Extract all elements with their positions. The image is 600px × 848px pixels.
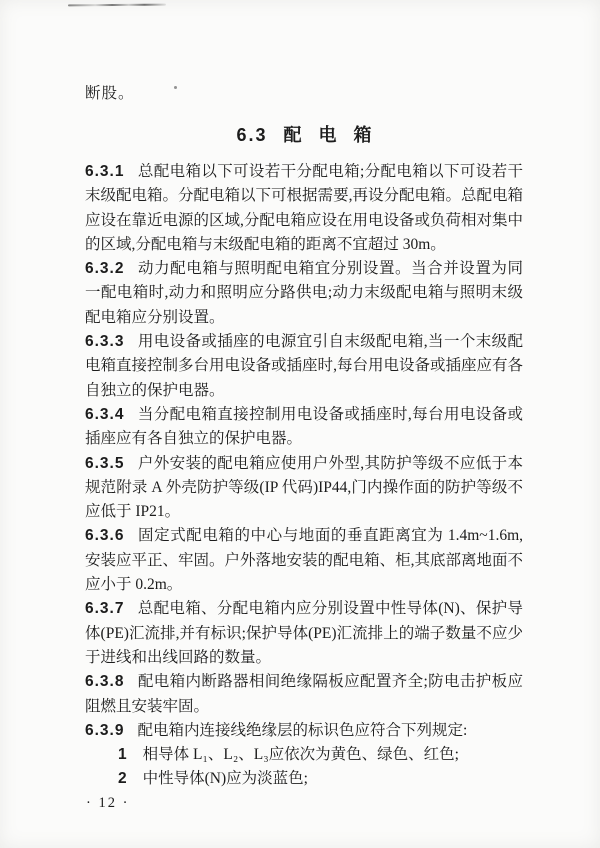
clause-6-3-5 bbox=[85, 452, 523, 525]
clause-number: 6.3.9 bbox=[85, 721, 125, 739]
clause-number: 6.3.3 bbox=[85, 333, 125, 351]
clause-6-3-2 bbox=[85, 257, 523, 330]
list-item-text: 相导体 L₁、L₂、L₃应依次为黄色、绿色、红色; bbox=[142, 746, 459, 764]
clause-text: 动力配电箱与照明配电箱宜分别设置。当合并设置为同一配电箱时,动力和照明应分路供电;动力末级配电箱与照明末级配电箱应分别设置。 bbox=[85, 260, 523, 326]
clause-text: 用电设备或插座的电源宜引自末级配电箱,当一个末级配电箱直接控制多台用电设备或插座时,每台用电设备或插座应有各自独立的保护电器。 bbox=[85, 333, 523, 399]
clause-text: 户外安装的配电箱应使用户外型,其防护等级不应低于本规范附录 A 外壳防护等级(IP 代码)IP44,门内操作面的防护等级不应低于 IP21。 bbox=[85, 454, 523, 521]
list-item-number: 2 bbox=[118, 770, 128, 788]
list-item-text: 中性导体(N)应为淡蓝色; bbox=[142, 770, 308, 788]
clause-number: 6.3.1 bbox=[85, 163, 125, 180]
clause-6-3-8 bbox=[85, 670, 523, 719]
clause-number: 6.3.8 bbox=[85, 673, 125, 691]
clause-text: 总配电箱、分配电箱内应分别设置中性导体(N)、保护导体(PE)汇流排,并有标识;保护导体(PE)汇流排上的端子数量不应少于进线和出线回路的数量。 bbox=[85, 600, 523, 666]
clause-number: 6.3.2 bbox=[85, 260, 125, 278]
list-item-1 bbox=[85, 743, 523, 767]
clause-6-3-9 bbox=[85, 719, 523, 743]
clause-text: 配电箱内连接线绝缘层的标识色应符合下列规定: bbox=[137, 721, 468, 739]
clause-number: 6.3.6 bbox=[85, 527, 125, 545]
clause-number: 6.3.7 bbox=[85, 600, 125, 618]
list-item-2 bbox=[85, 767, 523, 791]
clauses-block bbox=[85, 160, 523, 792]
clause-text: 配电箱内断路器相间绝缘隔板应配置齐全;防电击护板应阻燃且安装牢固。 bbox=[85, 673, 523, 715]
scan-artifact-line bbox=[68, 4, 166, 7]
clause-6-3-4 bbox=[85, 403, 523, 452]
list-item-number: 1 bbox=[118, 746, 128, 764]
clause-6-3-3 bbox=[85, 330, 523, 403]
clause-text: 总配电箱以下可设若干分配电箱;分配电箱以下可设若干末级配电箱。分配电箱以下可根据需要,再设分配电箱。总配电箱应设在靠近电源的区域,分配电箱应设在用电设备或负荷相对集中的区域,分配电箱与末级配电箱的距离不宜超过 30m。 bbox=[85, 163, 523, 253]
continuation-text: 断股。 bbox=[85, 85, 135, 102]
section-heading bbox=[85, 122, 523, 148]
clause-text: 固定式配电箱的中心与地面的垂直距离宜为 1.4m~1.6m,安装应平正、牢固。户外落地安装的配电箱、柜,其底部离地面不应小于 0.2m。 bbox=[85, 527, 523, 594]
clause-6-3-1 bbox=[85, 160, 523, 257]
clause-6-3-6 bbox=[85, 524, 523, 597]
clause-number: 6.3.4 bbox=[85, 405, 125, 423]
clause-6-3-7 bbox=[85, 597, 523, 670]
section-title: 配电箱 bbox=[283, 125, 389, 145]
text-column bbox=[85, 84, 523, 792]
clause-number: 6.3.5 bbox=[85, 454, 125, 472]
section-number: 6.3 bbox=[236, 125, 268, 145]
page-number: · 12 · bbox=[86, 795, 130, 811]
clause-text: 当分配电箱直接控制用电设备或插座时,每台用电设备或插座应有各自独立的保护电器。 bbox=[85, 405, 523, 448]
